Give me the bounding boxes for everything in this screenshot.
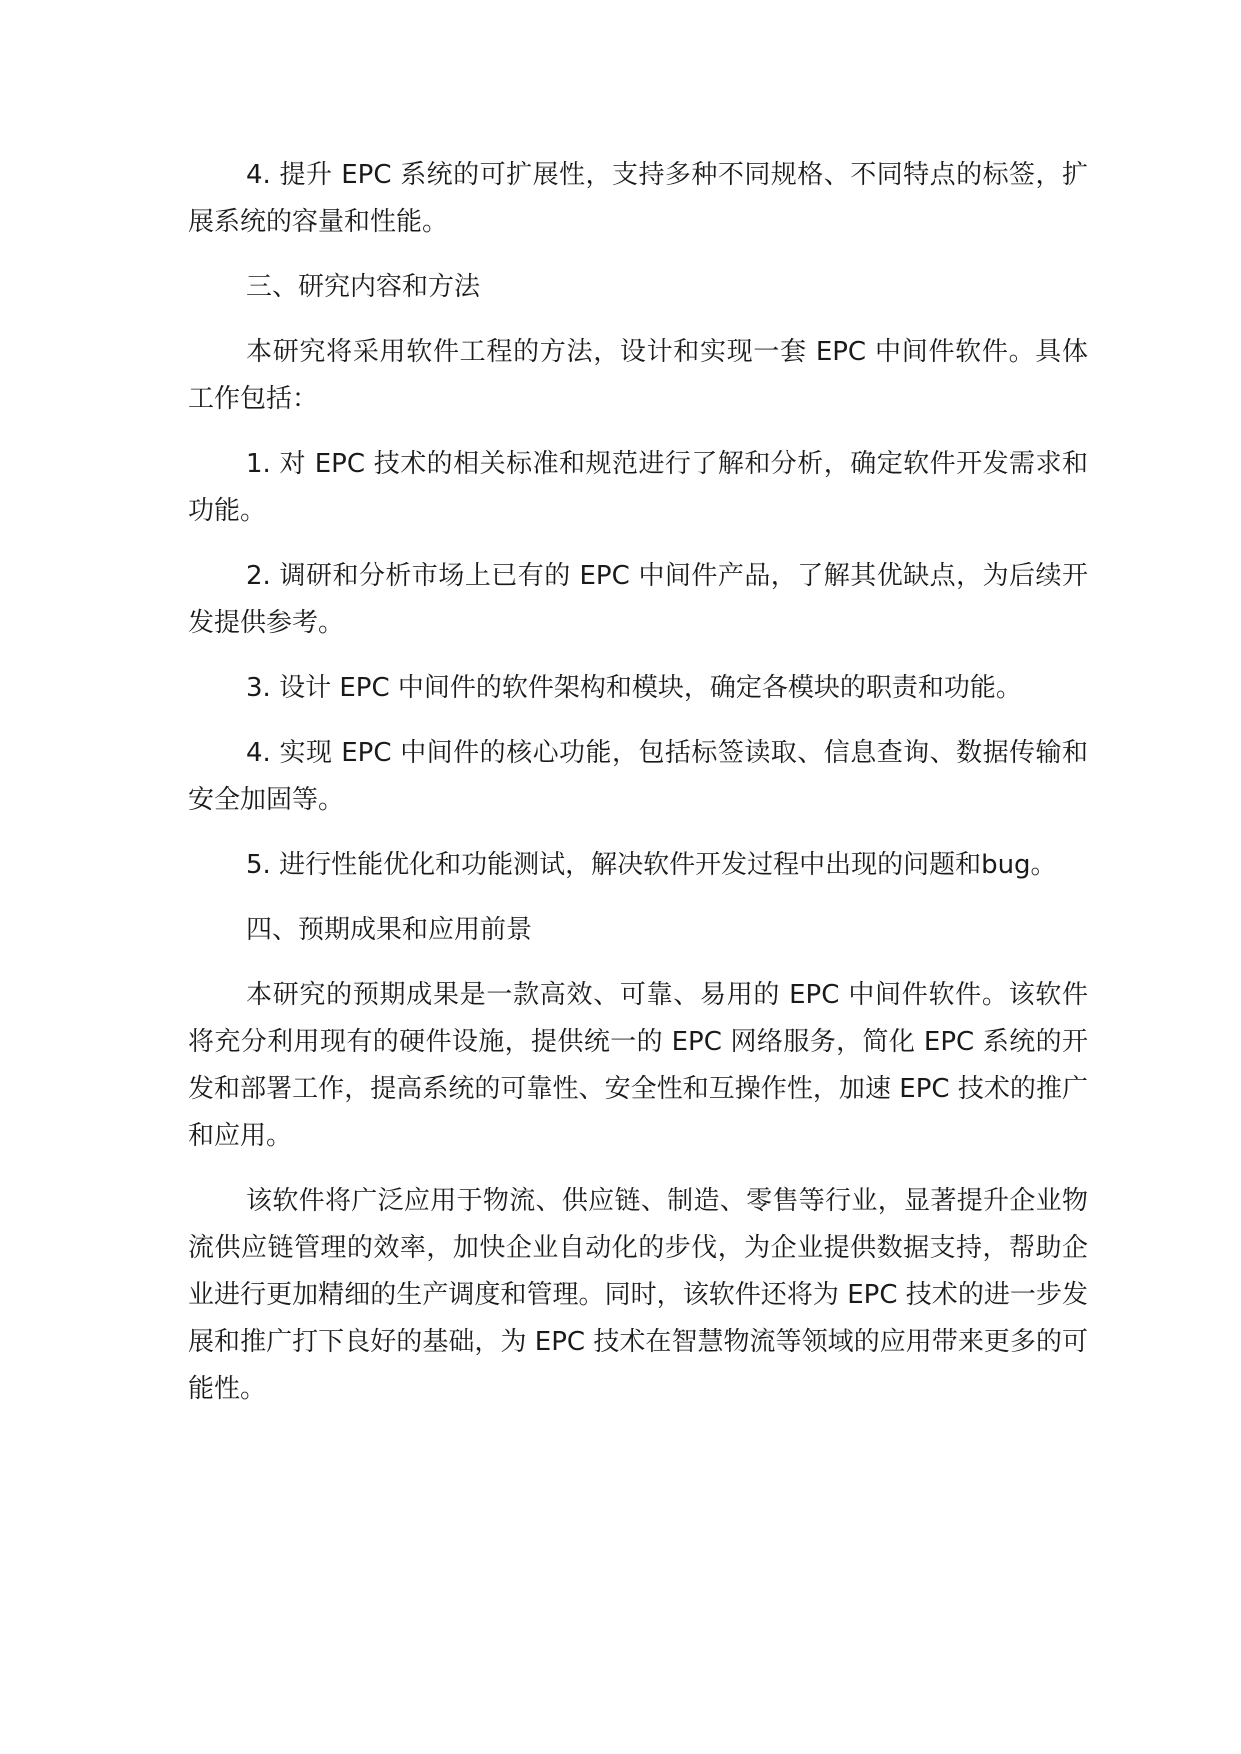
paragraph-item-4-scalability: 4. 提升 EPC 系统的可扩展性，支持多种不同规格、不同特点的标签，扩展系统的容量和性能。 bbox=[188, 160, 1088, 237]
section-heading-expected-results: 四、预期成果和应用前景 bbox=[246, 915, 533, 945]
paragraph-task-4: 4. 实现 EPC 中间件的核心功能，包括标签读取、信息查询、数据传输和安全加固等。 bbox=[188, 738, 1088, 815]
paragraph-expected-results: 本研究的预期成果是一款高效、可靠、易用的 EPC 中间件软件。该软件将充分利用现有的硬件设施，提供统一的 EPC 网络服务，简化 EPC 系统的开发和部署工作，提高系统的可靠性、安全性和互操作性，加速 EPC 技术的推广和应用。 bbox=[188, 980, 1088, 1151]
document-page bbox=[188, 152, 1088, 1431]
paragraph-research-method: 本研究将采用软件工程的方法，设计和实现一套 EPC 中间件软件。具体工作包括： bbox=[188, 337, 1088, 414]
paragraph-task-5: 5. 进行性能优化和功能测试，解决软件开发过程中出现的问题和bug。 bbox=[246, 850, 1057, 880]
paragraph-task-3: 3. 设计 EPC 中间件的软件架构和模块，确定各模块的职责和功能。 bbox=[246, 673, 1022, 703]
paragraph-application-prospects: 该软件将广泛应用于物流、供应链、制造、零售等行业，显著提升企业物流供应链管理的效率，加快企业自动化的步伐，为企业提供数据支持，帮助企业进行更加精细的生产调度和管理。同时，该软件还将为 EPC 技术的进一步发展和推广打下良好的基础，为 EPC 技术在智慧物流等领域的应用带来更多的可能性。 bbox=[188, 1186, 1088, 1404]
paragraph-task-2: 2. 调研和分析市场上已有的 EPC 中间件产品，了解其优缺点，为后续开发提供参考。 bbox=[188, 561, 1088, 638]
paragraph-task-1: 1. 对 EPC 技术的相关标准和规范进行了解和分析，确定软件开发需求和功能。 bbox=[188, 449, 1088, 526]
section-heading-research-content: 三、研究内容和方法 bbox=[246, 272, 481, 302]
